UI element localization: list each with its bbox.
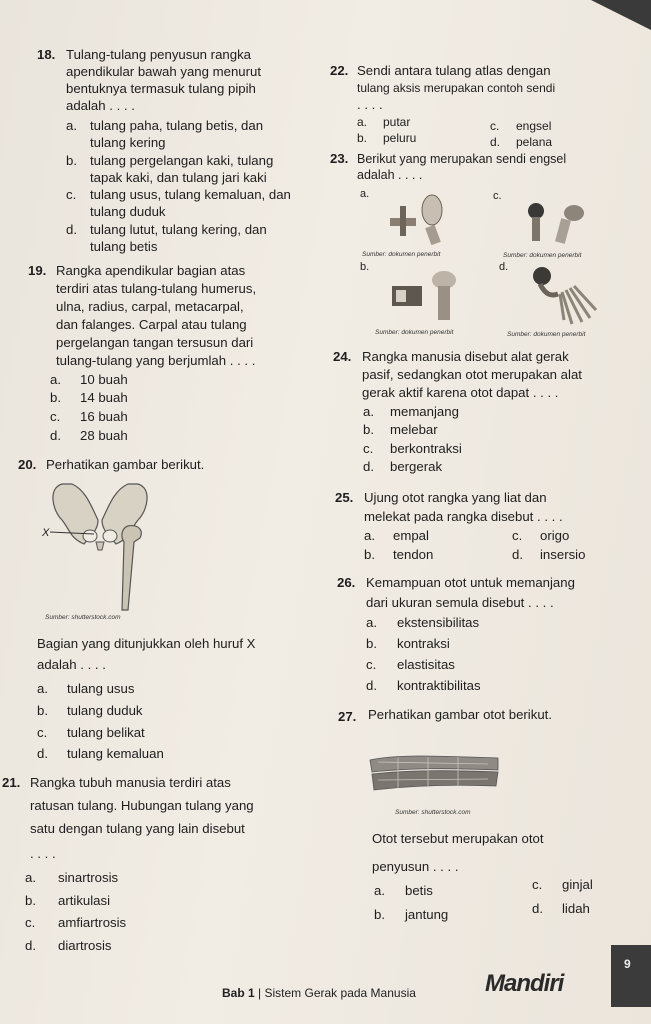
q27-option-b-text: jantung [405,907,449,922]
q23-option-c-joint-image [518,197,593,249]
q22-line-2: tulang aksis merupakan contoh sendi [357,81,556,95]
q26-option-b-letter: b. [366,636,377,651]
q18-line-3: bentuknya termasuk tulang pipih [66,81,256,96]
q27-option-c-text: ginjal [562,877,593,892]
q19-option-a-text: 10 buah [80,372,128,387]
q20-option-b-text: tulang duduk [67,703,143,718]
q27-number: 27. [338,709,357,724]
q21-option-a-text: sinartrosis [58,870,119,885]
q19-line-2: terdiri atas tulang-tulang humerus, [56,281,257,296]
q24-option-b-text: melebar [390,422,438,437]
q27-prompt: Perhatikan gambar otot berikut. [368,707,552,722]
q19-line-6: tulang-tulang yang berjumlah . . . . [56,353,256,368]
q25-option-b-text: tendon [393,547,434,562]
q27-option-c-letter: c. [532,877,543,892]
q22-option-c-text: engsel [516,119,552,133]
q18-option-c-line-1: tulang usus, tulang kemaluan, dan [90,187,291,202]
q25-option-d-text: insersio [540,547,586,562]
pelvis-figure [40,478,160,613]
brand-logo: Mandiri [485,970,564,997]
q19-option-b-letter: b. [50,390,61,405]
q18-line-4: adalah . . . . [66,98,135,113]
q23-number: 23. [330,151,349,166]
q21-option-c-text: amfiartrosis [58,915,127,930]
q19-option-d-letter: d. [50,428,61,443]
q26-line-2: dari ukuran semula disebut . . . . [366,595,554,610]
q21-option-c-letter: c. [25,915,36,930]
q21-option-a-letter: a. [25,870,36,885]
q25-line-1: Ujung otot rangka yang liat dan [364,490,547,505]
q18-option-d-letter: d. [66,222,77,237]
q24-option-d-letter: d. [363,459,374,474]
q26-option-c-letter: c. [366,657,377,672]
q23-option-a-source: Sumber: dokumen penerbit [362,251,441,258]
q25-line-2: melekat pada rangka disebut . . . . [364,509,563,524]
q22-line-3: . . . . [357,97,383,112]
q24-option-c-letter: c. [363,441,374,456]
q26-number: 26. [337,575,356,590]
q18-line-1: Tulang-tulang penyusun rangka [66,47,251,62]
q19-option-c-text: 16 buah [80,409,128,424]
q22-option-c-letter: c. [490,119,500,133]
q21-number: 21. [2,775,21,790]
q23-option-d-letter: d. [499,261,509,273]
q22-option-b-text: peluru [383,131,417,145]
q27-option-d-letter: d. [532,901,543,916]
q20-option-a-letter: a. [37,681,48,696]
q23-option-b-source: Sumber: dokumen penerbit [375,329,454,336]
q22-option-a-letter: a. [357,115,368,129]
skeletal-muscle-figure [368,752,500,794]
q24-line-1: Rangka manusia disebut alat gerak [362,349,569,364]
q25-option-c-text: origo [540,528,570,543]
q19-option-d-text: 28 buah [80,428,128,443]
q21-option-d-text: diartrosis [58,938,112,953]
q20-label-x: X [42,527,50,539]
q22-option-d-text: pelana [516,135,553,149]
q22-line-1: Sendi antara tulang atlas dengan [357,63,551,78]
q25-option-c-letter: c. [512,528,523,543]
q22-option-d-letter: d. [490,135,501,149]
footer-chapter-title: Sistem Gerak pada Manusia [264,986,416,1000]
q24-option-c-text: berkontraksi [390,441,462,456]
q23-option-c-source: Sumber: dokumen penerbit [503,252,582,259]
footer-separator: | [258,986,262,1000]
q18-option-d-line-1: tulang lutut, tulang kering, dan [90,222,267,237]
q27-line-2: penyusun . . . . [372,859,459,874]
footer-chapter [222,986,416,1000]
q24-option-a-letter: a. [363,404,374,419]
q25-option-d-letter: d. [512,547,523,562]
q20-option-d-text: tulang kemaluan [67,746,164,761]
q18-option-c-letter: c. [66,187,77,202]
q23-option-c-letter: c. [493,190,502,202]
q27-line-1: Otot tersebut merupakan otot [372,831,544,846]
q23-line-1: Berikut yang merupakan sendi engsel [357,152,567,166]
page-number-tab [611,945,651,1007]
q18-option-b-line-2: tapak kaki, dan tulang jari kaki [90,170,267,185]
page-corner [591,0,651,30]
q18-option-c-line-2: tulang duduk [90,204,166,219]
q26-option-c-text: elastisitas [397,657,455,672]
q19-line-5: pergelangan tangan tersusun dari [56,335,254,350]
q20-line-2: adalah . . . . [37,657,106,672]
q21-line-4: . . . . [30,846,56,861]
q21-line-3: satu dengan tulang yang lain disebut [30,821,245,836]
q18-number: 18. [37,47,56,62]
q26-option-d-letter: d. [366,678,377,693]
q20-option-d-letter: d. [37,746,48,761]
q18-option-b-letter: b. [66,153,77,168]
q20-source: Sumber: shutterstock.com [45,614,121,621]
q27-option-d-text: lidah [562,901,590,916]
q27-option-b-letter: b. [374,907,385,922]
q24-line-2: pasif, sedangkan otot merupakan alat [362,367,582,382]
q20-option-c-text: tulang belikat [67,725,145,740]
q23-option-d-joint-image [528,262,600,328]
q19-option-a-letter: a. [50,372,61,387]
q21-option-b-letter: b. [25,893,36,908]
q24-option-a-text: memanjang [390,404,459,419]
q25-number: 25. [335,490,354,505]
q19-line-1: Rangka apendikular bagian atas [56,263,246,278]
q18-line-2: apendikular bawah yang menurut [66,64,262,79]
q22-option-b-letter: b. [357,131,368,145]
q21-option-d-letter: d. [25,938,36,953]
q18-option-b-line-1: tulang pergelangan kaki, tulang [90,153,274,168]
q23-option-d-source: Sumber: dokumen penerbit [507,331,586,338]
q23-option-a-letter: a. [360,188,370,200]
q26-option-a-letter: a. [366,615,377,630]
q19-number: 19. [28,263,47,278]
q27-source: Sumber: shutterstock.com [395,809,471,816]
page-number: 9 [624,957,631,971]
q21-line-2: ratusan tulang. Hubungan tulang yang [30,798,254,813]
q19-option-c-letter: c. [50,409,61,424]
q20-option-a-text: tulang usus [67,681,135,696]
q18-option-a-line-1: tulang paha, tulang betis, dan [90,118,264,133]
q23-option-a-joint-image [386,192,456,250]
footer-bab-label: Bab 1 [222,986,255,1000]
q19-option-b-text: 14 buah [80,390,128,405]
q20-number: 20. [18,457,37,472]
q22-option-a-text: putar [383,115,411,129]
q20-option-c-letter: c. [37,725,48,740]
q18-option-a-line-2: tulang kering [90,135,166,150]
q26-option-a-text: ekstensibilitas [397,615,480,630]
q18-option-a-letter: a. [66,118,77,133]
q25-option-a-text: empal [393,528,429,543]
q19-line-3: ulna, radius, carpal, metacarpal, [56,299,244,314]
q23-option-b-joint-image [388,268,460,324]
q26-option-b-text: kontraksi [397,636,450,651]
q20-prompt: Perhatikan gambar berikut. [46,457,205,472]
q26-line-1: Kemampuan otot untuk memanjang [366,575,575,590]
q27-option-a-text: betis [405,883,433,898]
q26-option-d-text: kontraktibilitas [397,678,481,693]
q20-option-b-letter: b. [37,703,48,718]
q25-option-b-letter: b. [364,547,375,562]
q24-option-d-text: bergerak [390,459,443,474]
q18-option-d-line-2: tulang betis [90,239,158,254]
q24-number: 24. [333,349,352,364]
q23-line-2: adalah . . . . [357,168,423,182]
q23-option-b-letter: b. [360,261,370,273]
q19-line-4: dan falanges. Carpal atau tulang [56,317,247,332]
q21-option-b-text: artikulasi [58,893,111,908]
q21-line-1: Rangka tubuh manusia terdiri atas [30,775,231,790]
q25-option-a-letter: a. [364,528,375,543]
q24-option-b-letter: b. [363,422,374,437]
q24-line-3: gerak aktif karena otot dapat . . . . [362,385,559,400]
q22-number: 22. [330,63,349,78]
q20-line-1: Bagian yang ditunjukkan oleh huruf X [37,636,256,651]
q27-option-a-letter: a. [374,883,385,898]
